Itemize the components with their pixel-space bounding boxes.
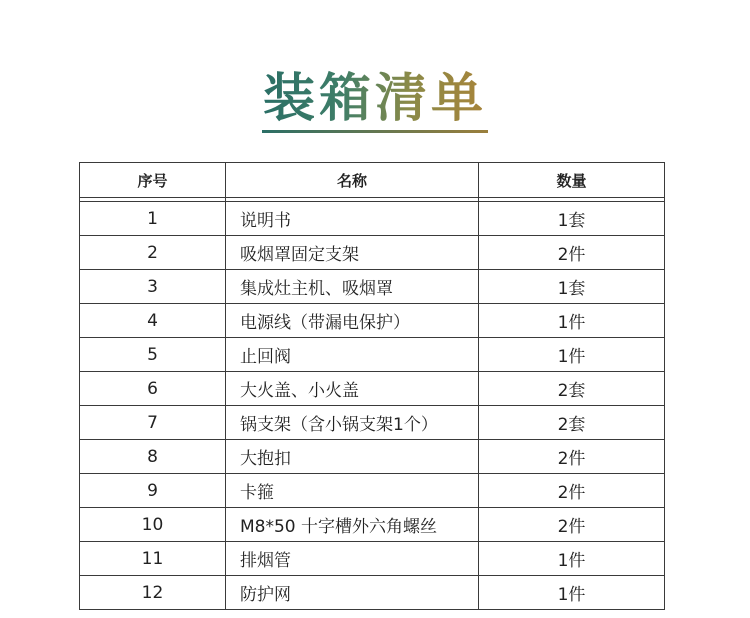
row-quantity: 1件 bbox=[479, 338, 665, 372]
row-quantity: 1套 bbox=[479, 202, 665, 236]
row-name: 电源线（带漏电保护） bbox=[226, 304, 479, 338]
row-quantity: 2套 bbox=[479, 372, 665, 406]
row-index: 10 bbox=[80, 508, 226, 542]
row-name: 防护网 bbox=[226, 576, 479, 610]
row-name: M8*50 十字槽外六角螺丝 bbox=[226, 508, 479, 542]
table-row bbox=[80, 440, 665, 474]
title-wrap bbox=[0, 66, 750, 132]
row-index: 11 bbox=[80, 542, 226, 576]
row-index: 4 bbox=[80, 304, 226, 338]
table-row bbox=[80, 202, 665, 236]
row-quantity: 1件 bbox=[479, 576, 665, 610]
row-name: 锅支架（含小锅支架1个） bbox=[226, 406, 479, 440]
table-row bbox=[80, 236, 665, 270]
row-quantity: 1件 bbox=[479, 304, 665, 338]
row-name: 集成灶主机、吸烟罩 bbox=[226, 270, 479, 304]
row-name: 大火盖、小火盖 bbox=[226, 372, 479, 406]
table-row bbox=[80, 270, 665, 304]
table-body bbox=[80, 198, 665, 610]
table-row bbox=[80, 372, 665, 406]
packing-list-table bbox=[79, 162, 665, 610]
header-index: 序号 bbox=[80, 163, 226, 198]
table-header-row bbox=[80, 163, 665, 198]
row-quantity: 1件 bbox=[479, 542, 665, 576]
row-index: 3 bbox=[80, 270, 226, 304]
row-name: 排烟管 bbox=[226, 542, 479, 576]
row-index: 8 bbox=[80, 440, 226, 474]
row-index: 5 bbox=[80, 338, 226, 372]
header-name: 名称 bbox=[226, 163, 479, 198]
table-row bbox=[80, 338, 665, 372]
header-quantity: 数量 bbox=[479, 163, 665, 198]
row-index: 9 bbox=[80, 474, 226, 508]
row-index: 1 bbox=[80, 202, 226, 236]
row-quantity: 2件 bbox=[479, 440, 665, 474]
row-quantity: 2件 bbox=[479, 236, 665, 270]
row-name: 卡箍 bbox=[226, 474, 479, 508]
row-index: 2 bbox=[80, 236, 226, 270]
row-name: 吸烟罩固定支架 bbox=[226, 236, 479, 270]
row-name: 止回阀 bbox=[226, 338, 479, 372]
table-row bbox=[80, 406, 665, 440]
row-name: 说明书 bbox=[226, 202, 479, 236]
row-quantity: 2件 bbox=[479, 508, 665, 542]
row-index: 7 bbox=[80, 406, 226, 440]
row-quantity: 2套 bbox=[479, 406, 665, 440]
row-index: 12 bbox=[80, 576, 226, 610]
page-title: 装箱清单 bbox=[263, 66, 487, 132]
title-underline bbox=[262, 130, 488, 133]
table-row bbox=[80, 304, 665, 338]
table-row bbox=[80, 576, 665, 610]
table-row bbox=[80, 474, 665, 508]
table-row bbox=[80, 508, 665, 542]
row-name: 大抱扣 bbox=[226, 440, 479, 474]
row-quantity: 2件 bbox=[479, 474, 665, 508]
table-row bbox=[80, 542, 665, 576]
row-index: 6 bbox=[80, 372, 226, 406]
row-quantity: 1套 bbox=[479, 270, 665, 304]
